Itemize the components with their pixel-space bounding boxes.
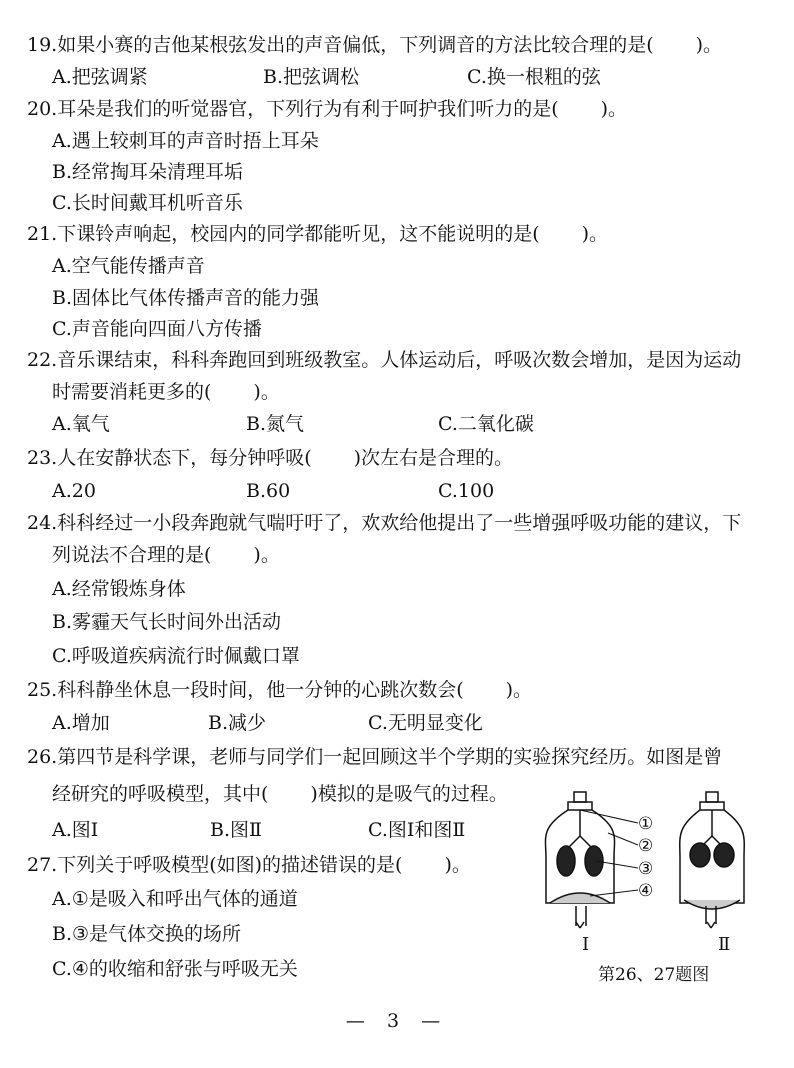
- model-1: [545, 792, 614, 928]
- breathing-model-figure: [540, 788, 770, 988]
- option-23-b: B.60: [246, 480, 291, 502]
- option-22-b: B.氮气: [246, 413, 305, 435]
- question-26: [27, 745, 722, 769]
- option-23-c: C.100: [438, 480, 495, 502]
- question-text: 下课铃声响起，校园内的同学都能听见，这不能说明的是(: [57, 223, 540, 245]
- question-26-cont: 经研究的呼吸模型，其中( )模拟的是吸气的过程。: [52, 783, 508, 805]
- option-27-b: B.③是气体交换的场所: [52, 923, 242, 945]
- option-21-c: C.声音能向四面八方传播: [52, 318, 262, 340]
- label-2: ②: [638, 836, 654, 856]
- option-22-a: A.氧气: [52, 413, 110, 435]
- option-25-c: C.无明显变化: [368, 712, 483, 734]
- option-27-c: C.④的收缩和舒张与呼吸无关: [52, 958, 298, 980]
- question-number: 27.: [27, 854, 58, 876]
- option-20-a: A.遇上较刺耳的声音时捂上耳朵: [52, 130, 319, 152]
- option-22-c: C.二氧化碳: [438, 413, 534, 435]
- question-number: 26.: [27, 746, 58, 768]
- question-25: 25.科科静坐休息一段时间，他一分钟的心跳次数会( )。: [27, 679, 533, 701]
- question-22: [27, 348, 741, 372]
- option-20-c: C.长时间戴耳机听音乐: [52, 192, 243, 214]
- question-text: 耳朵是我们的听觉器官，下列行为有利于呵护我们听力的是(: [57, 98, 559, 120]
- question-27: 27.下列关于呼吸模型(如图)的描述错误的是( )。: [27, 854, 471, 876]
- fig-1-numeral: Ⅰ: [582, 934, 590, 955]
- question-number: 24.: [27, 512, 58, 534]
- question-text: 科科经过一小段奔跑就气喘吁吁了，欢欢给他提出了一些增强呼吸功能的建议，下: [57, 512, 742, 534]
- question-23: 23.人在安静状态下，每分钟呼吸( )次左右是合理的。: [27, 447, 514, 469]
- option-25-a: A.增加: [52, 712, 110, 734]
- question-19: 19.如果小赛的吉他某根弦发出的声音偏低，下列调音的方法比较合理的是( )。: [27, 34, 723, 56]
- question-22-cont: 时需要消耗更多的( )。: [52, 381, 280, 403]
- label-4: ④: [638, 881, 654, 901]
- question-number: 20.: [27, 98, 58, 120]
- fig-2-numeral: Ⅱ: [718, 934, 731, 955]
- question-text: 科科静坐休息一段时间，他一分钟的心跳次数会(: [57, 679, 464, 701]
- question-24-cont: 列说法不合理的是( )。: [52, 544, 280, 566]
- question-text: 人在安静状态下，每分钟呼吸(: [57, 447, 312, 469]
- question-20: 20.耳朵是我们的听觉器官，下列行为有利于呵护我们听力的是( )。: [27, 98, 628, 120]
- option-21-a: A.空气能传播声音: [52, 255, 205, 277]
- option-27-a: A.①是吸入和呼出气体的通道: [52, 888, 298, 910]
- option-20-b: B.经常掏耳朵清理耳垢: [52, 161, 244, 183]
- question-number: 25.: [27, 679, 58, 701]
- option-26-b: B.图Ⅱ: [210, 819, 262, 841]
- option-24-c: C.呼吸道疾病流行时佩戴口罩: [52, 645, 300, 667]
- figure-caption: 第26、27题图: [598, 965, 710, 985]
- question-number: 23.: [27, 447, 58, 469]
- option-19-b: B.把弦调松: [263, 66, 360, 88]
- option-19-a: A.把弦调紧: [52, 66, 148, 88]
- option-21-b: B.固体比气体传播声音的能力强: [52, 287, 320, 309]
- option-23-a: A.20: [52, 480, 96, 502]
- question-21: 21.下课铃声响起，校园内的同学都能听见，这不能说明的是( )。: [27, 223, 609, 245]
- question-text: 如果小赛的吉他某根弦发出的声音偏低，下列调音的方法比较合理的是(: [57, 34, 654, 56]
- page-number: — 3 —: [345, 1010, 449, 1032]
- question-text: 第四节是科学课，老师与同学们一起回顾这半个学期的实验探究经历。如图是曾: [57, 746, 723, 768]
- option-24-a: A.经常锻炼身体: [52, 578, 186, 600]
- option-26-c: C.图Ⅰ和图Ⅱ: [368, 819, 466, 841]
- option-24-b: B.雾霾天气长时间外出活动: [52, 611, 282, 633]
- question-text: 音乐课结束，科科奔跑回到班级教室。人体运动后，呼吸次数会增加，是因为运动: [57, 349, 742, 371]
- question-text: 下列关于呼吸模型(如图)的描述错误的是(: [57, 854, 403, 876]
- question-24: [27, 511, 741, 535]
- question-number: 21.: [27, 223, 58, 245]
- label-1: ①: [638, 814, 654, 834]
- model-2: [680, 792, 745, 928]
- option-25-b: B.减少: [208, 712, 267, 734]
- option-26-a: A.图Ⅰ: [52, 819, 99, 841]
- label-3: ③: [638, 859, 654, 879]
- option-19-c: C.换一根粗的弦: [467, 66, 601, 88]
- question-number: 22.: [27, 349, 58, 371]
- question-number: 19.: [27, 34, 58, 56]
